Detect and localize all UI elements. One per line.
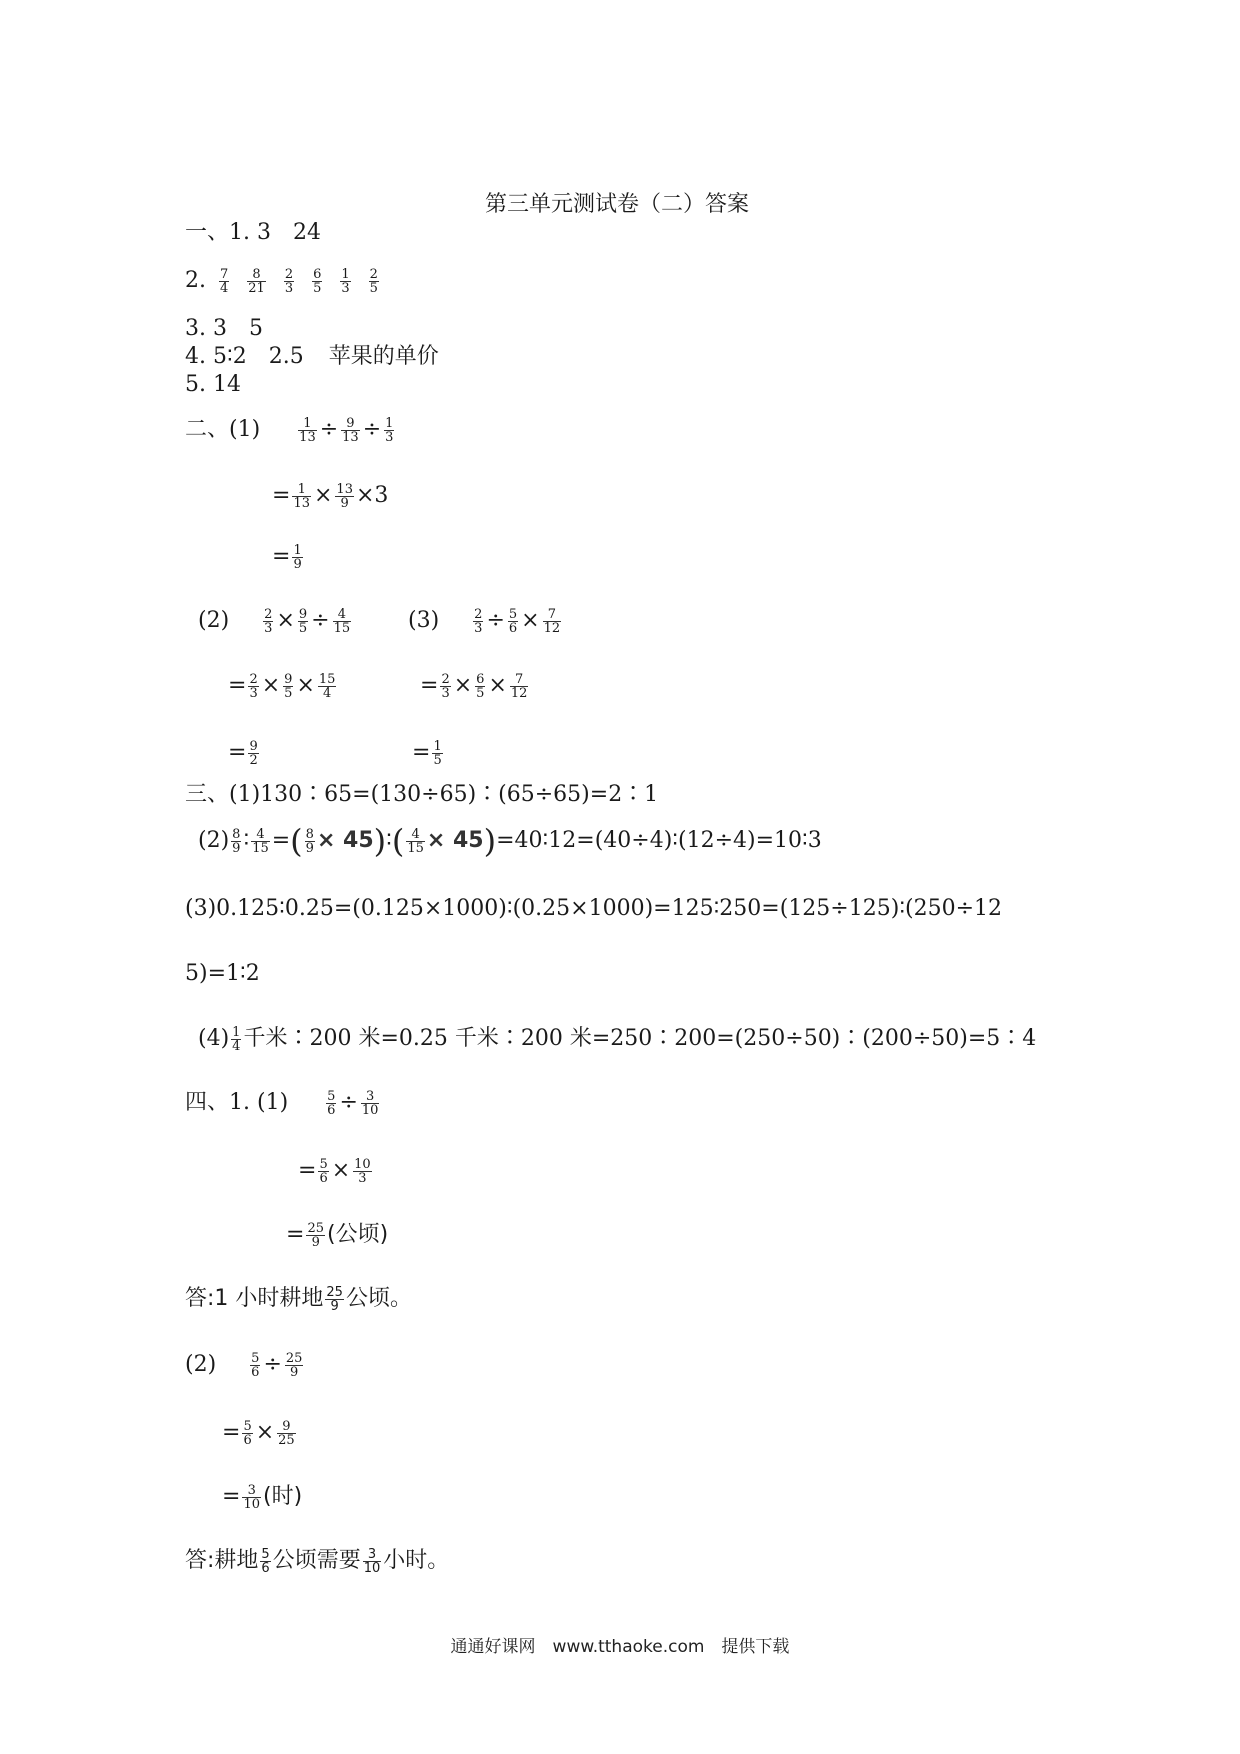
fraction [242,1484,261,1511]
s3-q3b: 5)=1∶2 [185,961,260,986]
fraction [363,1548,382,1575]
footer-source: 通通好课网 www.tthaoke.com 提供下载 [450,1637,790,1657]
operator: × [331,1158,351,1183]
colon: ∶ [386,828,392,853]
numerator: 5 [251,1350,260,1366]
numerator: 8 [305,826,314,842]
denominator: 3 [341,280,350,296]
denominator: 6 [261,1560,270,1576]
s4-answer2 [185,1546,449,1576]
numerator: 6 [476,671,485,687]
fraction [231,1026,241,1053]
numerator: 15 [318,671,336,687]
numerator: 6 [313,266,322,282]
denominator: 13 [342,429,359,445]
fraction [277,1420,296,1447]
denominator: 6 [251,1364,260,1380]
denominator: 15 [252,840,269,856]
fraction [340,268,350,295]
expression-rest: =40∶12=(40÷4)∶(12÷4)=10∶3 [496,828,822,853]
denominator: 13 [299,429,316,445]
fraction [285,1352,304,1379]
s3-q3a: (3)0.125∶0.25=(0.125×1000)∶(0.25×1000)=125∶250=(125÷125)∶(250÷12 [185,896,1003,921]
numerator: 25 [307,1220,324,1236]
denominator: 4 [323,685,332,701]
denominator: 12 [543,620,561,636]
numerator: 5 [508,606,518,622]
s1-line2-fracs [213,266,391,296]
numerator: 4 [333,608,352,622]
operator: × [261,673,281,698]
s1-line2 [185,266,391,296]
denominator: 5 [369,280,378,296]
fraction [353,1158,372,1185]
operator: × [255,1420,275,1445]
s2-p3-line1 [408,606,563,636]
numerator: 9 [277,1420,296,1434]
equals: = [228,740,247,765]
fraction [333,608,352,635]
numerator: 2 [369,266,378,282]
answer-prefix: 答:耕地 [185,1548,259,1573]
s2-p1-line1 [185,415,396,445]
expression-rest: 千米∶200 米=0.25 千米∶200 米=250∶200=(250÷50)∶(200÷50)=5∶4 [243,1026,1037,1051]
fraction [318,673,337,700]
fraction [473,608,483,635]
operator: ÷ [311,608,330,633]
times-45: × 45 [426,828,484,853]
fraction [335,483,354,510]
fraction [318,1158,328,1185]
denominator: 13 [293,495,310,511]
fraction [432,740,442,767]
s2-p2-line1 [198,606,353,636]
numerator: 3 [361,1090,380,1104]
fraction [326,1090,336,1117]
fraction [510,673,529,700]
numerator: 13 [336,481,353,497]
s4-answer1 [185,1284,412,1314]
fraction [292,483,311,510]
fraction [384,417,394,444]
s3-q1: 三、(1)130∶65=(130÷65)∶(65÷65)=2∶1 [185,782,659,807]
numerator: 5 [319,1156,328,1172]
numerator: 1 [385,415,394,431]
denominator: 5 [313,280,322,296]
equals: = [420,673,439,698]
expression-rest: ×3 [355,483,389,508]
numerator: 4 [251,828,270,842]
fraction [263,608,273,635]
numerator: 1 [298,417,317,431]
s2-p2-line2 [228,671,338,701]
denominator: 5 [298,620,308,636]
denominator: 6 [319,1170,328,1186]
unit: (公顷) [326,1222,389,1247]
fraction [475,673,485,700]
numerator: 5 [261,1546,270,1562]
fraction [306,1222,325,1249]
denominator: 3 [249,685,258,701]
equals: = [222,1420,241,1445]
s3-q2 [198,822,822,860]
equals: = [412,740,431,765]
fraction [242,1420,252,1447]
denominator: 4 [220,280,229,296]
equals: = [272,483,291,508]
fraction [250,1352,260,1379]
denominator: 3 [284,280,294,296]
equals: = [286,1222,305,1247]
numerator: 1 [293,542,302,558]
operator: × [276,608,295,633]
denominator: 3 [385,429,394,445]
fraction [440,673,450,700]
numerator: 2 [474,606,483,622]
s1-line2-prefix: 2. [185,268,206,293]
operator: ÷ [339,1090,358,1115]
numerator: 5 [327,1088,336,1104]
denominator: 6 [327,1102,336,1118]
numerator: 2 [441,671,450,687]
s3-q2-label: (2) [198,828,230,853]
answer-suffix: 公顷。 [345,1286,412,1311]
fraction [248,740,258,767]
s4-f [222,1482,302,1512]
s2-p3-line3 [412,738,445,768]
denominator: 5 [284,685,293,701]
paren-close: ) [373,822,387,860]
numerator: 9 [284,671,293,687]
answer-prefix: 答:1 小时耕地 [185,1286,324,1311]
fraction [247,268,266,295]
numerator: 3 [363,1548,382,1562]
answer-middle: 公顷需要 [272,1548,361,1573]
fraction [283,673,293,700]
denominator: 3 [358,1170,367,1186]
denominator: 15 [333,620,351,636]
denominator: 25 [278,1432,295,1448]
denominator: 10 [361,1102,379,1118]
fraction [231,828,241,855]
numerator: 1 [433,738,442,754]
equals: = [272,544,291,569]
paren-open: ( [290,822,303,860]
operator: ÷ [263,1352,282,1377]
equals: = [271,828,291,853]
denominator: 6 [243,1432,252,1448]
s1-line5: 5. 14 [185,372,241,397]
page-title: 第三单元测试卷（二）答案 [485,192,750,217]
numerator: 25 [326,1284,343,1300]
operator: × [313,483,333,508]
numerator: 1 [232,1024,241,1040]
s4-c [286,1220,388,1250]
fraction [325,1286,344,1313]
fraction [260,1548,270,1575]
s4-a-label: 四、1. (1) [185,1090,289,1115]
fraction [219,268,229,295]
denominator: 5 [433,752,442,768]
numerator: 9 [341,417,360,431]
denominator: 9 [293,556,302,572]
numerator: 7 [220,266,229,282]
numerator: 7 [543,608,562,622]
fraction [369,268,379,295]
operator: ÷ [362,417,382,442]
s3-q4-label: (4) [198,1026,230,1051]
numerator: 5 [243,1418,252,1434]
s1-line4-values: 4. 5∶2 2.5 [185,344,304,369]
fraction [406,828,425,855]
numerator: 8 [232,826,241,842]
denominator: 9 [330,1298,339,1314]
s1-line4-text: 苹果的单价 [328,344,439,369]
fraction [292,544,302,571]
numerator: 9 [249,738,258,754]
fraction [248,673,258,700]
fraction [341,417,360,444]
operator: × [521,608,540,633]
s4-d [185,1350,305,1380]
operator: × [453,673,473,698]
denominator: 9 [305,840,314,856]
fraction [508,608,518,635]
s2-p3-line2 [420,671,530,701]
fraction [312,268,322,295]
s2-p1-label: 二、(1) [185,417,261,442]
operator: × [296,673,315,698]
denominator: 9 [290,1364,299,1380]
numerator: 25 [285,1350,303,1366]
denominator: 9 [340,495,349,511]
equals: = [222,1484,241,1509]
numerator: 1 [292,483,311,497]
fraction [361,1090,380,1117]
equals: = [298,1158,317,1183]
numerator: 10 [354,1156,371,1172]
fraction [543,608,562,635]
denominator: 10 [363,1560,381,1576]
numerator: 2 [249,671,258,687]
numerator: 2 [264,606,273,622]
denominator: 15 [407,840,424,856]
paren-close: ) [483,822,497,860]
s3-q4 [198,1024,1036,1054]
denominator: 2 [249,752,258,768]
s2-p2-line3 [228,738,261,768]
s1-line3: 3. 3 5 [185,316,263,341]
s4-b [298,1156,374,1186]
fraction [251,828,270,855]
denominator: 5 [476,685,485,701]
s1-line4 [185,342,439,372]
denominator: 3 [441,685,450,701]
fraction [284,268,294,295]
denominator: 9 [232,840,241,856]
denominator: 4 [232,1038,241,1054]
denominator: 3 [264,620,273,636]
operator: ÷ [486,608,505,633]
operator: ÷ [319,417,339,442]
numerator: 7 [510,673,529,687]
denominator: 9 [311,1234,320,1250]
equals: = [228,673,247,698]
s1-line1: 一、1. 3 24 [185,220,321,245]
denominator: 12 [510,685,528,701]
numerator: 9 [298,606,308,622]
answer-suffix: 小时。 [383,1548,450,1573]
paren-open: ( [391,822,405,860]
denominator: 21 [248,280,265,296]
s2-p1-line2 [272,481,388,511]
times-45: × 45 [316,828,374,853]
numerator: 4 [406,828,425,842]
fraction [305,828,315,855]
s4-a [185,1088,381,1118]
s2-p3-label: (3) [408,608,440,633]
s2-p1-line3 [272,542,305,572]
fraction [298,608,308,635]
numerator: 1 [341,266,350,282]
denominator: 6 [508,620,518,636]
s4-e [222,1418,298,1448]
unit: (时) [262,1484,303,1509]
s2-p2-label: (2) [198,608,230,633]
operator: × [488,673,507,698]
s4-d-label: (2) [185,1352,217,1377]
denominator: 10 [243,1496,260,1512]
fraction [298,417,317,444]
numerator: 3 [242,1484,261,1498]
numerator: 8 [247,268,266,282]
numerator: 2 [284,266,294,282]
colon: ∶ [243,828,250,853]
denominator: 3 [474,620,483,636]
